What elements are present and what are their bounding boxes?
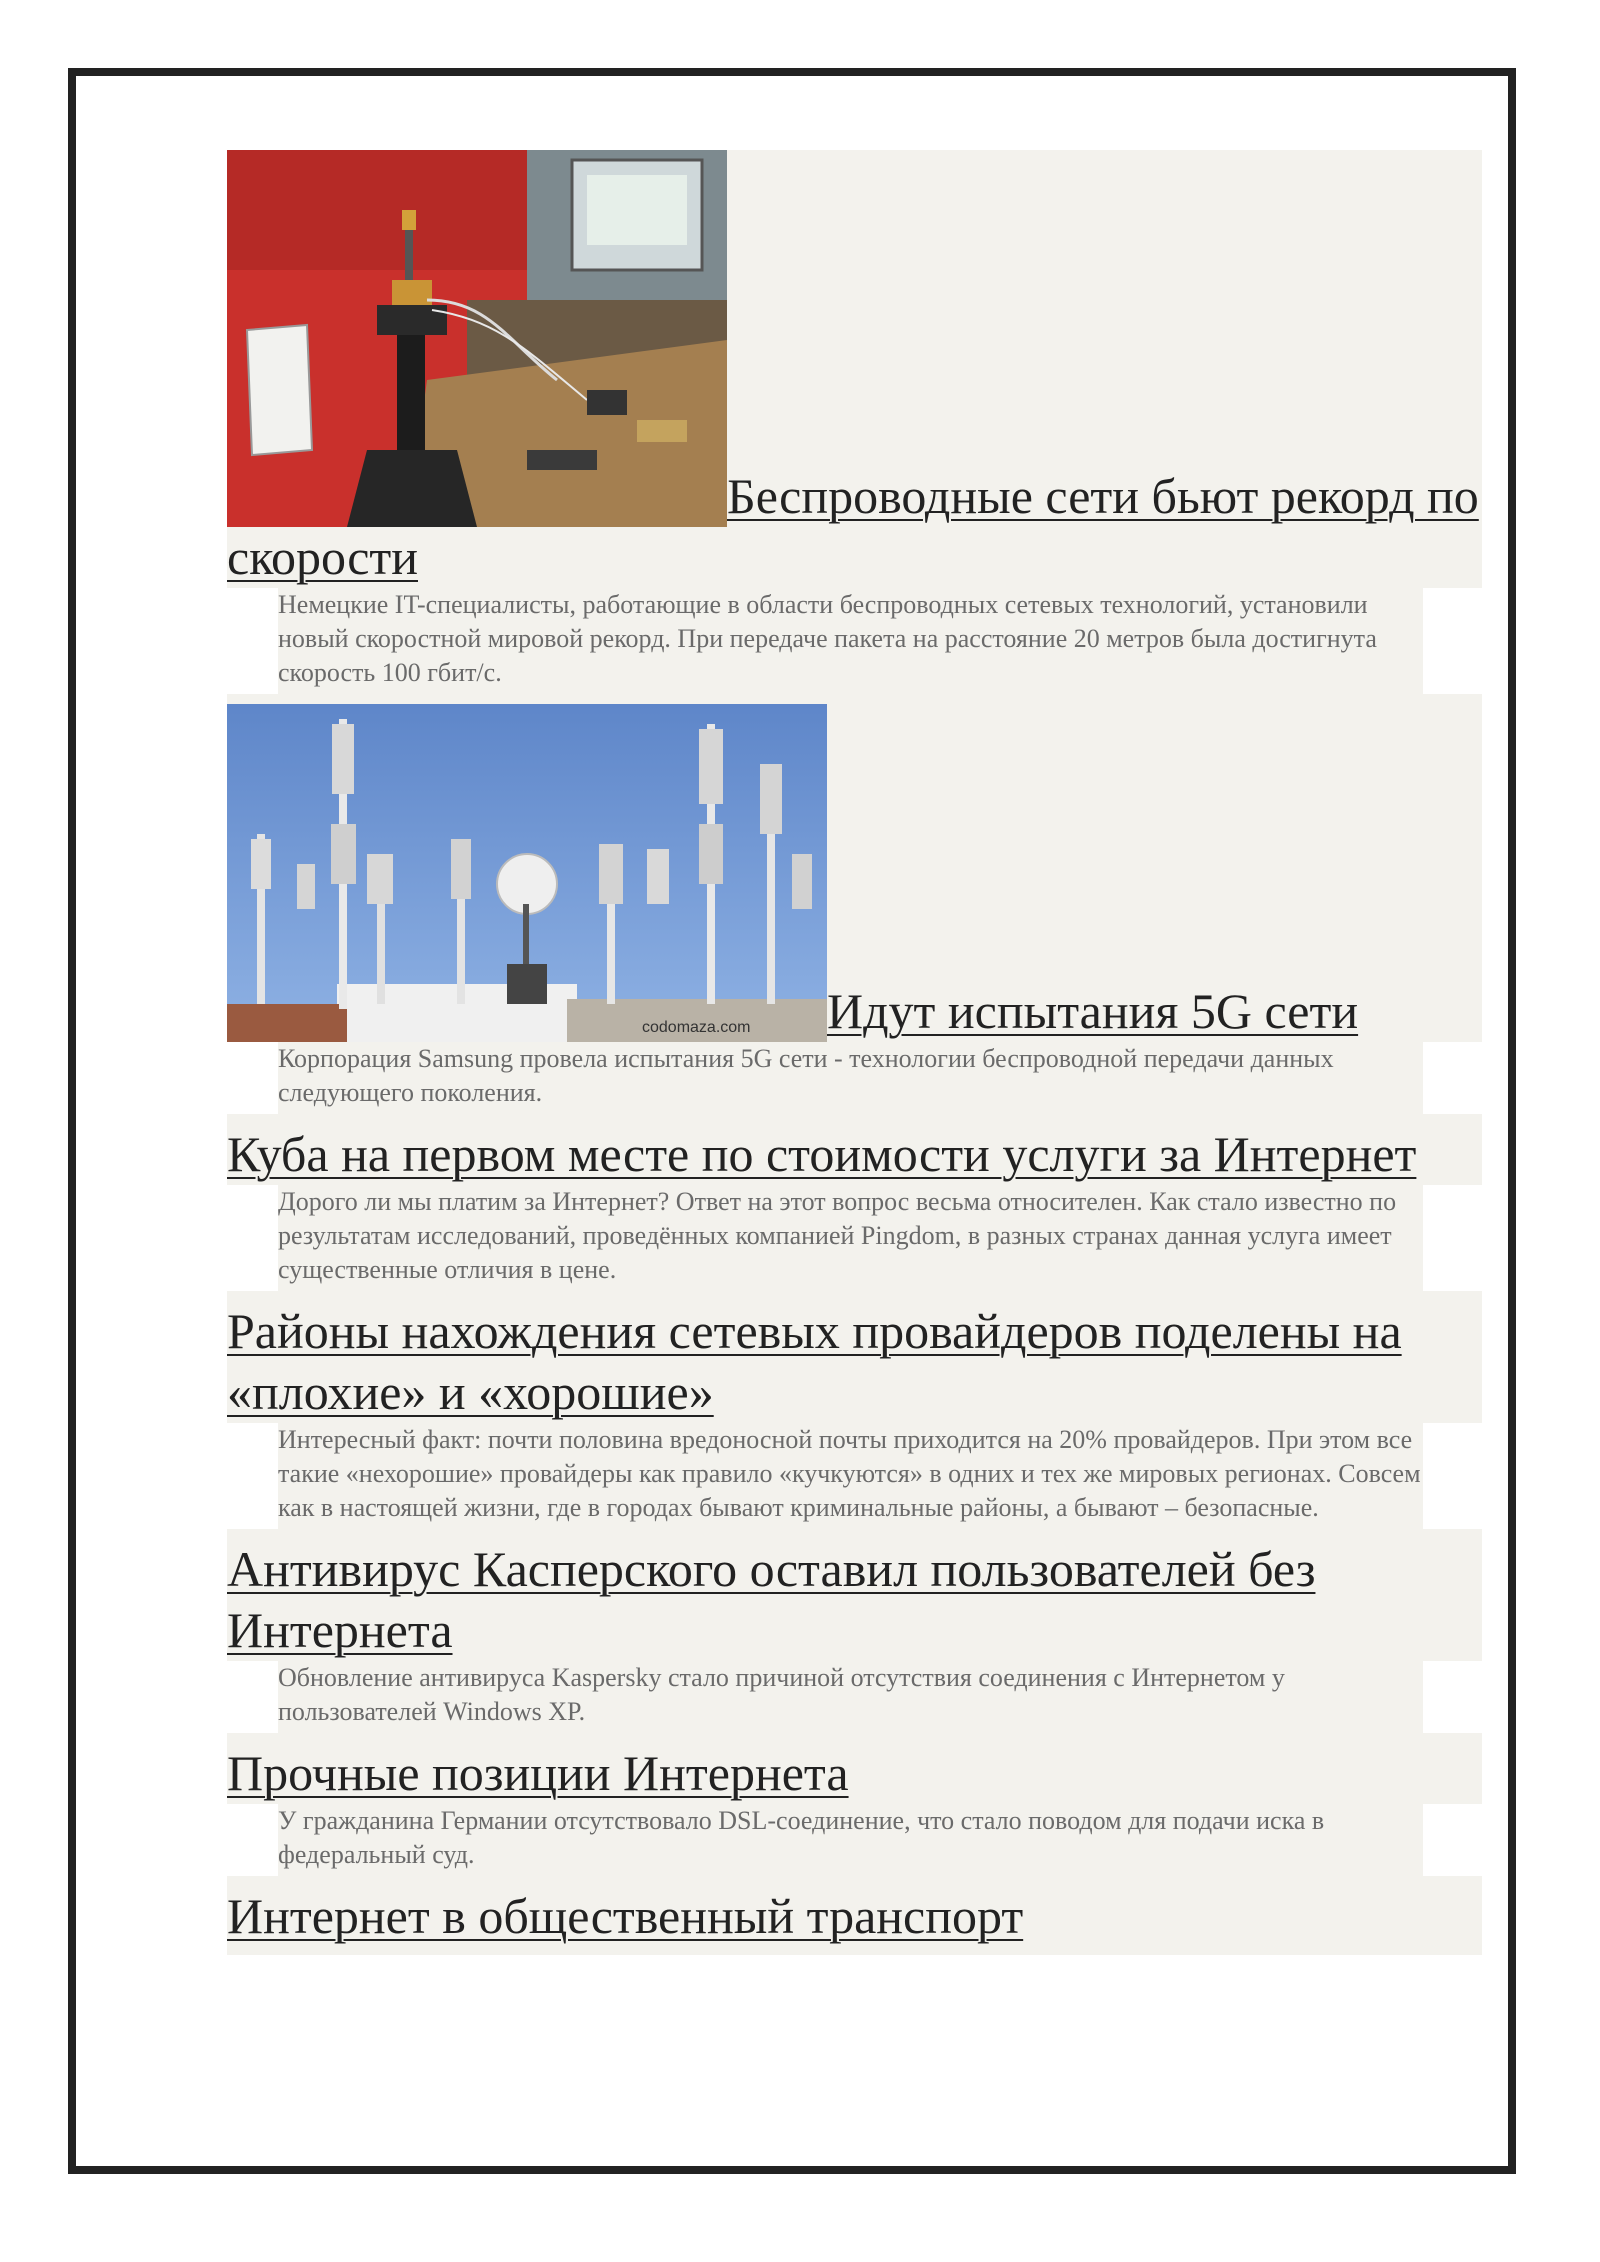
article-3-head	[227, 1114, 1482, 1185]
article-5-summary: Обновление антивируса Kaspersky стало причиной отсутствия соединения с Интернетом у пользователей Windows XP.	[278, 1661, 1423, 1733]
article-3-summary: Дорого ли мы платим за Интернет? Ответ на этот вопрос весьма относителен. Как стало известно по результатам исследований, проведённых компанией Pingdom, в разных странах данная услуга имеет существенные отличия в цене.	[278, 1185, 1423, 1291]
article-1-summary: Немецкие IT-специалисты, работающие в области беспроводных сетевых технологий, установили новый скоростной мировой рекорд. При передаче пакета на расстояние 20 метров была достигнута скорость 100 гбит/с.	[278, 588, 1423, 694]
article-6-summary: У гражданина Германии отсутствовало DSL-соединение, что стало поводом для подачи иска в федеральный суд.	[278, 1804, 1423, 1876]
article-5-title-link[interactable]: Антивирус Касперского оставил пользователей без Интернета	[227, 1541, 1316, 1658]
article-2-title-link[interactable]: Идут испытания 5G сети	[827, 983, 1359, 1039]
article-6-head	[227, 1733, 1482, 1804]
article-4-title-link[interactable]: Районы нахождения сетевых провайдеров поделены на «плохие» и «хорошие»	[227, 1303, 1402, 1420]
article-1-head	[227, 150, 1482, 588]
wireless-lab-photo	[227, 150, 727, 527]
cell-towers-photo	[227, 704, 827, 1042]
article-5-head	[227, 1529, 1482, 1661]
article-7-title-link[interactable]: Интернет в общественный транспорт	[227, 1888, 1024, 1944]
article-3-title-link[interactable]: Куба на первом месте по стоимости услуги за Интернет	[227, 1126, 1417, 1182]
article-1-title-link[interactable]: Беспроводные сети бьют рекорд по скорости	[227, 468, 1479, 585]
article-4-head	[227, 1291, 1482, 1423]
article-7-head	[227, 1876, 1482, 1955]
news-list	[227, 150, 1482, 1955]
photo-watermark: codomaza.com	[642, 1019, 751, 1036]
article-2-summary: Корпорация Samsung провела испытания 5G сети - технологии беспроводной передачи данных следующего поколения.	[278, 1042, 1423, 1114]
article-6-title-link[interactable]: Прочные позиции Интернета	[227, 1745, 849, 1801]
article-4-summary: Интересный факт: почти половина вредоносной почты приходится на 20% провайдеров. При этом все такие «нехорошие» провайдеры как правило «кучкуются» в одних и тех же мировых регионах. Совсем как в настоящей жизни, где в городах бывают криминальные районы, а бывают – безопасные.	[278, 1423, 1423, 1529]
article-2-head	[227, 694, 1482, 1042]
